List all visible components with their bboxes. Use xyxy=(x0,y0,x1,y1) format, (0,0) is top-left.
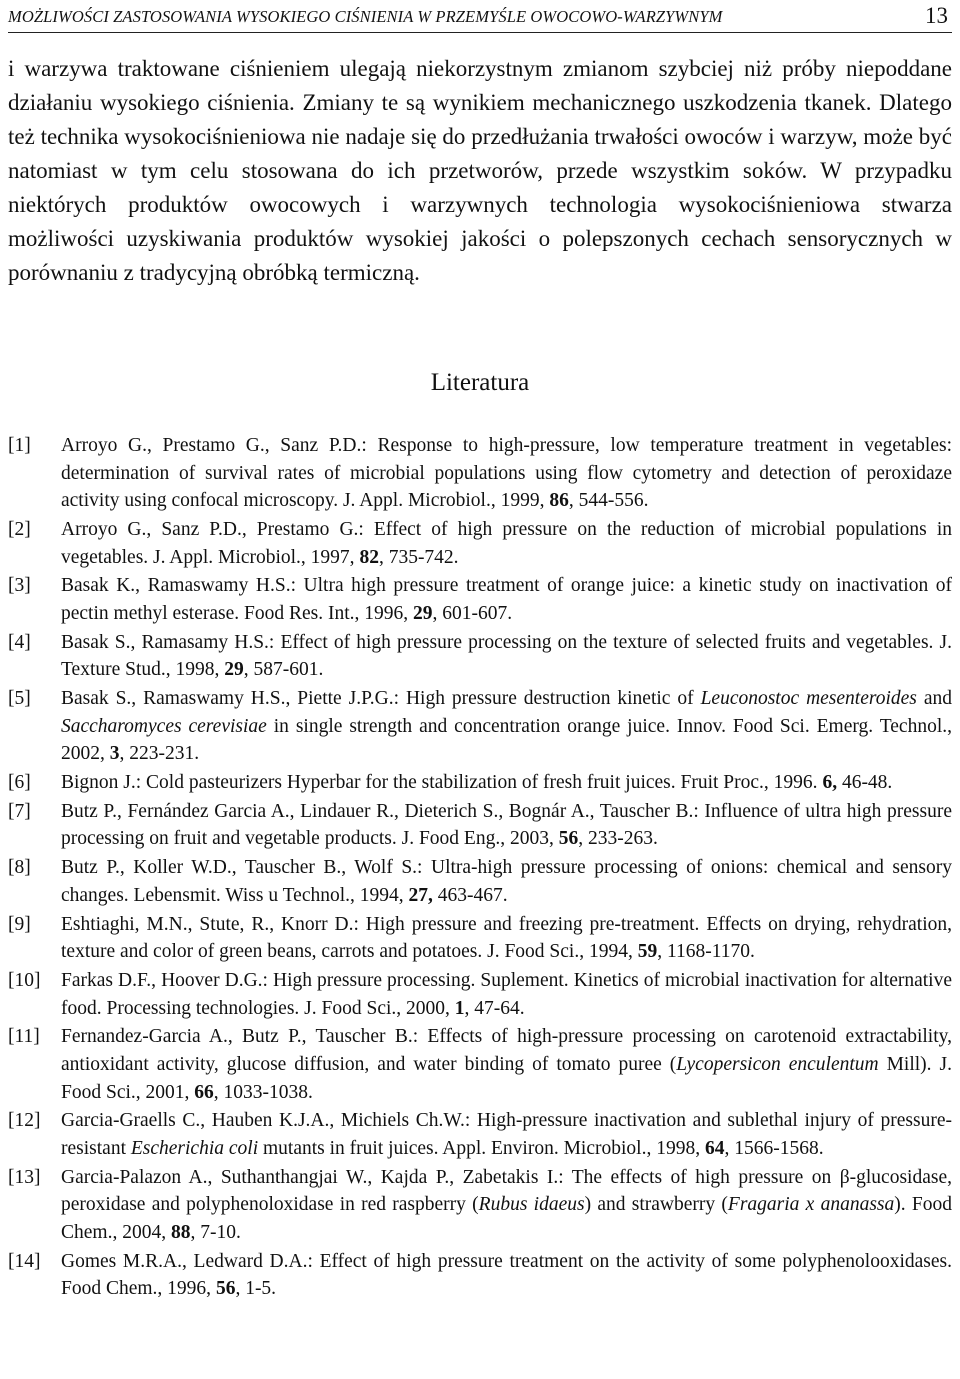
reference-number: [14] xyxy=(8,1250,41,1272)
reference-text: Garcia-Palazon A., Suthanthangjai W., Kajda P., Zabetakis I.: The effects of high pressure on β-glucosidase, peroxidase and polyphenoloxidase in red raspberry ( xyxy=(61,1166,952,1216)
reference-item xyxy=(8,769,952,797)
reference-number: [6] xyxy=(8,772,31,794)
species-name: Fragaria x ananassa xyxy=(727,1194,895,1216)
reference-text: in single strength and concentration orange juice. Innov. Food Sci. Emerg. Technol., 2002, xyxy=(61,715,952,765)
species-name: Leuconostoc mesenteroides xyxy=(700,688,917,710)
reference-text: Garcia-Graells C., Hauben K.J.A., Michiels Ch.W.: High-pressure inactivation and sublethal injury of pressure-resistant xyxy=(61,1110,952,1159)
reference-number: [13] xyxy=(8,1166,41,1188)
reference-number: [12] xyxy=(8,1110,41,1132)
volume-number: 29 xyxy=(224,659,244,681)
species-name: Rubus idaeus xyxy=(478,1194,585,1216)
species-name: Saccharomyces cerevisiae xyxy=(61,715,267,737)
reference-text: , 47-64. xyxy=(464,997,525,1019)
reference-item xyxy=(8,516,952,571)
reference-text: , 1-5. xyxy=(235,1278,277,1300)
species-name: Lycopersicon enculentum xyxy=(676,1053,879,1075)
body-paragraph: i warzywa traktowane ciśnieniem ulegają niekorzystnym zmianom szybciej niż próby niepoddane działaniu wysokiego ciśnienia. Zmiany te są wynikiem mechanicznego uszkodzenia tkanek. Dlatego też technika wysokociśnieniowa nie nadaje się do przedłużania trwałości owoców i warzyw, może być natomiast w tym celu stosowana do ich przetworów, przede wszystkim soków. W przypadku niektórych produktów owocowych i warzywnych technologia wysokociśnieniowa stwarza możliwości uzyskiwania produktów wysokiej jakości o polepszonych cechach sensorycznych w porównaniu z tradycyjną obróbką termiczną. xyxy=(8,56,952,285)
reference-text: 46-48. xyxy=(837,772,893,794)
volume-number: 6, xyxy=(822,772,838,794)
reference-text: ). Food Chem., 2004, xyxy=(61,1194,952,1243)
reference-number: [4] xyxy=(8,631,31,653)
volume-number: 3 xyxy=(109,743,120,765)
reference-text: and xyxy=(916,688,952,710)
reference-text: Basak S., Ramaswamy H.S., Piette J.P.G.: High pressure destruction kinetic of xyxy=(61,688,701,710)
reference-item xyxy=(8,1164,952,1247)
reference-text: Arroyo G., Sanz P.D., Prestamo G.: Effect of high pressure on the reduction of microbial populations in vegetables. J. Appl. Microbiol., 1997, xyxy=(61,518,952,568)
reference-number: [5] xyxy=(8,688,31,710)
reference-item xyxy=(8,1107,952,1162)
volume-number: 64 xyxy=(704,1137,725,1159)
reference-text: , 7-10. xyxy=(190,1221,241,1243)
reference-text: 463-467. xyxy=(432,884,508,906)
reference-text: , 233-263. xyxy=(578,828,658,850)
reference-number: [11] xyxy=(8,1026,40,1048)
reference-item xyxy=(8,685,952,768)
reference-text: Butz P., Koller W.D., Tauscher B., Wolf S.: Ultra-high pressure processing of onions: chemical and sensory changes. Lebensmit. Wiss u Technol., 1994, xyxy=(61,857,952,906)
reference-text: Basak S., Ramasamy H.S.: Effect of high pressure processing on the texture of selected fruits and vegetables. J. Texture Stud., 1998, xyxy=(61,631,952,681)
reference-text: Eshtiaghi, M.N., Stute, R., Knorr D.: High pressure and freezing pre-treatment. Effects on drying, rehydration, texture and color of green beans, carrots and potatoes. J. Food Sci., 1994, xyxy=(61,913,952,963)
page-number: 13 xyxy=(925,3,948,28)
reference-item xyxy=(8,432,952,515)
volume-number: 56 xyxy=(558,828,579,850)
volume-number: 86 xyxy=(549,490,569,512)
reference-number: [10] xyxy=(8,969,41,991)
page-header xyxy=(8,2,952,33)
running-head: MOŻLIWOŚCI ZASTOSOWANIA WYSOKIEGO CIŚNIENIA W PRZEMYŚLE OWOCOWO-WARZYWNYM xyxy=(8,7,723,26)
reference-text: mutants in fruit juices. Appl. Environ. Microbiol., 1998, xyxy=(258,1137,705,1159)
volume-number: 1 xyxy=(454,997,465,1019)
reference-text: ) and strawberry ( xyxy=(584,1194,728,1216)
reference-text: , 223-231. xyxy=(119,743,200,765)
reference-number: [1] xyxy=(8,435,31,456)
reference-text: Bignon J.: Cold pasteurizers Hyperbar for the stabilization of fresh fruit juices. Fruit Proc., 1996. xyxy=(61,772,823,794)
reference-text: , 601-607. xyxy=(432,602,513,624)
reference-list xyxy=(8,432,952,1304)
reference-text: Farkas D.F., Hoover D.G.: High pressure processing. Suplement. Kinetics of microbial inactivation for alternative food. Processing technologies. J. Food Sci., 2000, xyxy=(61,969,952,1019)
reference-item xyxy=(8,854,952,909)
reference-text: Gomes M.R.A., Ledward D.A.: Effect of high pressure treatment on the activity of some polyphenolooxidases. Food Chem., 1996, xyxy=(61,1250,952,1300)
volume-number: 88 xyxy=(170,1221,191,1243)
reference-number: [3] xyxy=(8,575,31,597)
reference-item xyxy=(8,967,952,1022)
reference-item xyxy=(8,629,952,684)
reference-text: , 587-601. xyxy=(243,659,324,681)
reference-text: , 1033-1038. xyxy=(213,1081,313,1103)
reference-item xyxy=(8,798,952,853)
reference-text: Butz P., Fernández Garcia A., Lindauer R., Dieterich S., Bognár A., Tauscher B.: Influence of ultra high pressure processing on fruit and vegetable products. J. Food Eng., 2003, xyxy=(61,800,952,850)
reference-text: , 544-556. xyxy=(568,490,649,512)
reference-text: Mill). J. Food Sci., 2001, xyxy=(61,1053,952,1103)
volume-number: 66 xyxy=(194,1081,214,1103)
body-text xyxy=(8,52,952,290)
volume-number: 82 xyxy=(359,546,379,568)
reference-number: [7] xyxy=(8,800,31,822)
reference-item xyxy=(8,1023,952,1106)
volume-number: 56 xyxy=(215,1278,236,1300)
reference-text: Basak K., Ramaswamy H.S.: Ultra high pressure treatment of orange juice: a kinetic study on inactivation of pectin methyl esterase. Food Res. Int., 1996, xyxy=(61,575,952,624)
reference-item xyxy=(8,1248,952,1303)
species-name: Escherichia coli xyxy=(130,1137,259,1159)
reference-text: , 735-742. xyxy=(378,546,459,568)
reference-text: , 1168-1170. xyxy=(657,941,755,963)
volume-number: 27, xyxy=(408,884,433,906)
reference-number: [9] xyxy=(8,913,31,935)
volume-number: 29 xyxy=(413,602,433,624)
volume-number: 59 xyxy=(637,941,658,963)
reference-number: [2] xyxy=(8,518,31,540)
reference-item xyxy=(8,911,952,966)
reference-number: [8] xyxy=(8,857,31,879)
reference-text: Arroyo G., Prestamo G., Sanz P.D.: Response to high-pressure, low temperature treatment in vegetables: determination of survival rates of microbial populations using flow cytometry and detection of peroxidaze activity using confocal microscopy. J. Appl. Microbiol., 1999, xyxy=(61,435,952,512)
reference-item xyxy=(8,572,952,627)
reference-text: Fernandez-Garcia A., Butz P., Tauscher B.: Effects of high-pressure processing on carotenoid extractability, antioxidant activity, glucose diffusion, and water binding of tomato puree ( xyxy=(61,1026,952,1075)
reference-text: , 1566-1568. xyxy=(724,1137,824,1159)
section-heading: Literatura xyxy=(430,369,530,396)
